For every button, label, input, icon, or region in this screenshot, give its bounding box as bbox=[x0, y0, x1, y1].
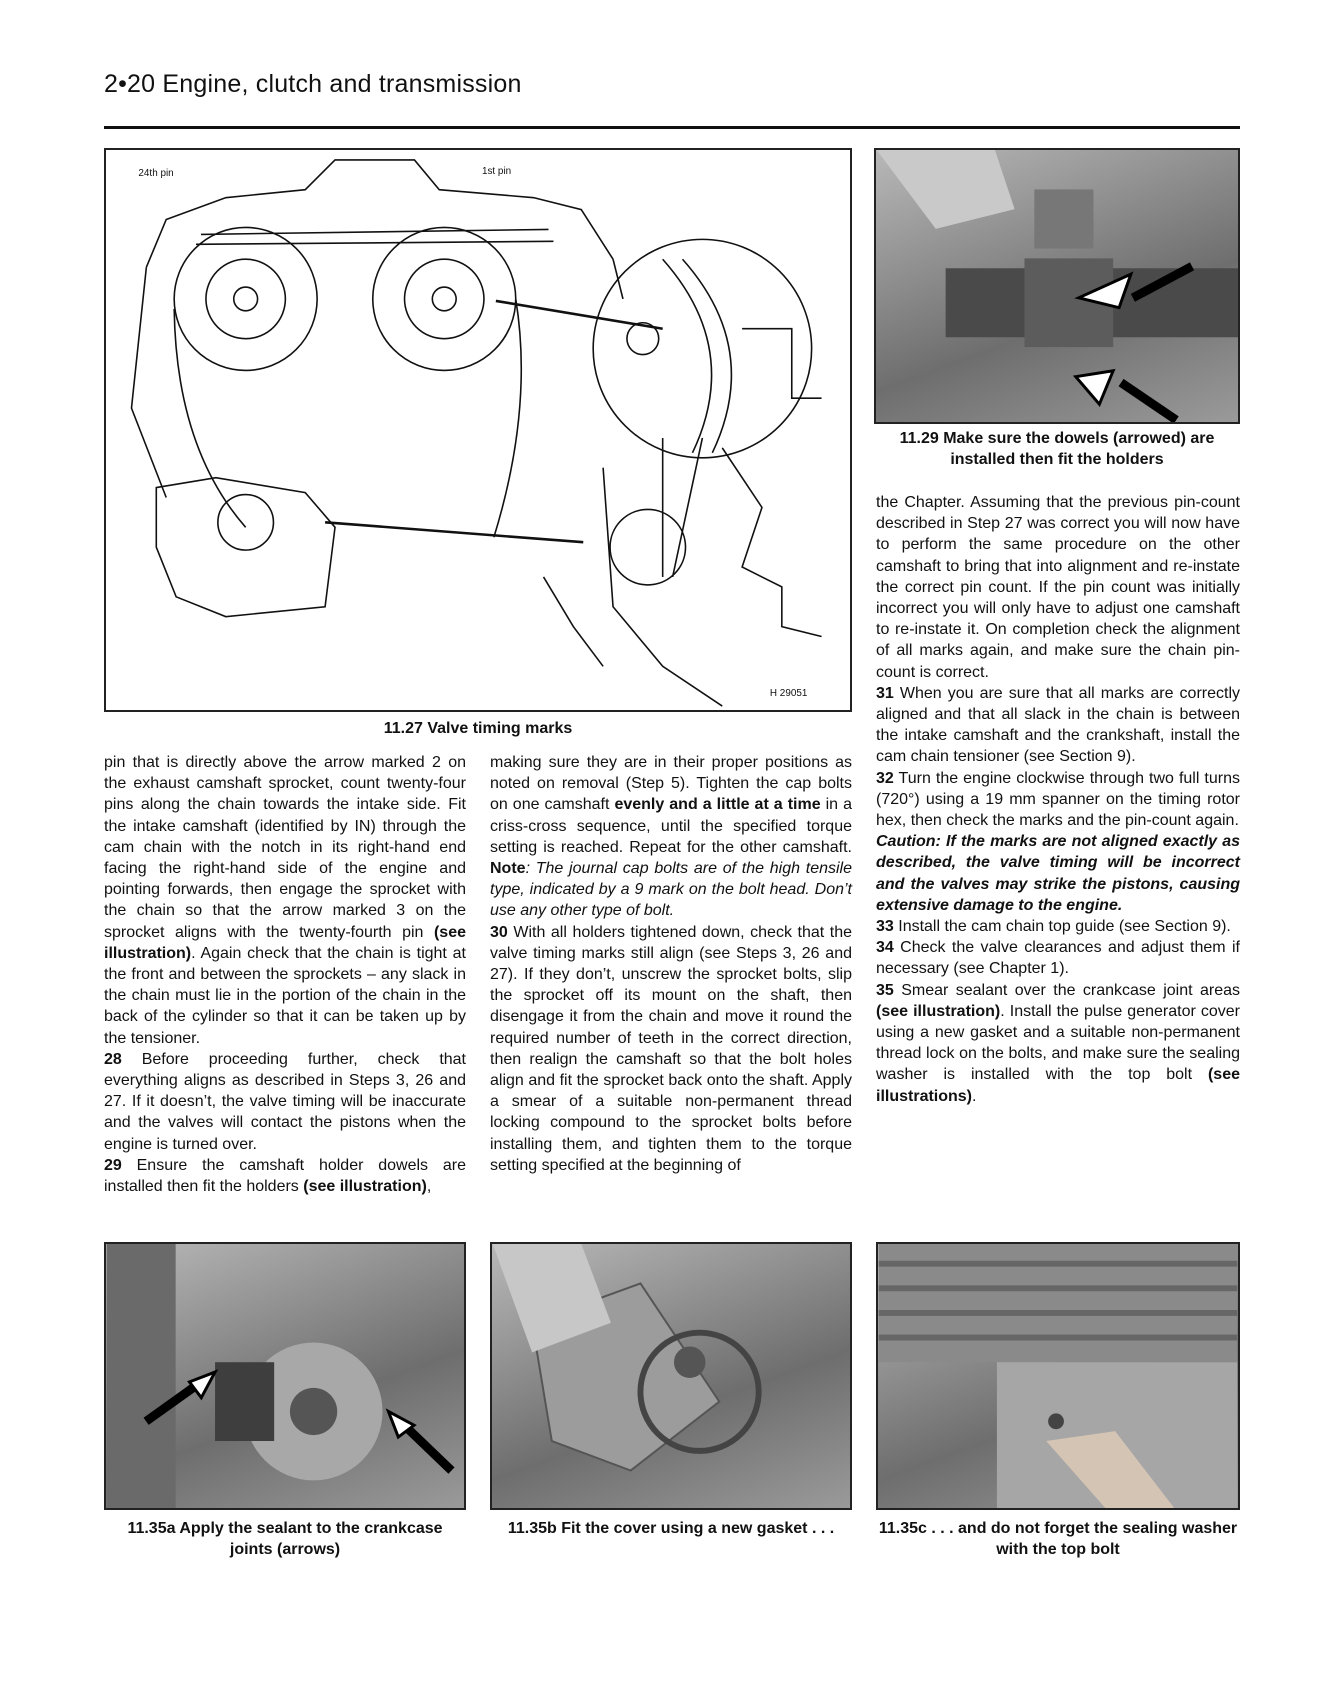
figure-sealant-photo bbox=[104, 1242, 466, 1510]
figure-ref-number: H 29051 bbox=[769, 688, 808, 700]
caption-11-35b: 11.35b Fit the cover using a new gasket . . . bbox=[507, 1520, 835, 1537]
valve-timing-drawing bbox=[106, 150, 850, 710]
text-column-1: pin that is directly above the arrow marked 2 on the exhaust camshaft sprocket, count twenty-four pins along the chain towards the intake side. Fit the intake camshaft (identified by IN) through the cam chain with the notch in its right-hand end facing the right-hand side of the engine and pointing forwards, then engage the sprocket with the chain so that the arrow marked 3 on the sprocket aligns with the twenty-fourth pin (see illustration). Again check that the chain is tight at the front and between the sprockets – any slack in the chain must lie in the portion of the chain in the back of the cylinder so that it can be taken up by the tensioner. 28 Before proceeding further, check that everything aligns as described in Steps 3, 26 and 27. If it doesn’t, the valve timing will be inaccurate and the valves will contact the pistons when the engine is turned over. 29 Ensure the camshaft holder dowels are installed then fit the holders (see illustration), bbox=[104, 754, 466, 1196]
cover-photo-drawing bbox=[492, 1244, 850, 1508]
text-column-2: making sure they are in their proper positions as noted on removal (Step 5). Tighten the cap bolts on one camshaft evenly and a little at a time in a criss-cross sequence, until the specified torque setting is reached. Repeat for the other camshaft. Note: The journal cap bolts are of the high tensile type, indicated by a 9 mark on the bolt head. Don’t use any other type of bolt. 30 With all holders tightened down, check that the valve timing marks still align (see Steps 3, 26 and 27). If they don’t, unscrew the sprocket bolts, slip the sprocket off its mount on the shaft, then disengage it from the chain and move it round the required number of teeth in the correct direction, then realign the camshaft so that the bolt holes align and fit the sprocket back onto the shaft. Apply a smear of a suitable non-permanent thread locking compound to the sprocket bolts before installing them, and tighten them to the torque setting specified at the beginning of bbox=[490, 754, 852, 1174]
washer-photo-drawing bbox=[878, 1244, 1238, 1508]
dowels-photo-drawing bbox=[876, 150, 1238, 422]
figure-cover-gasket-photo bbox=[490, 1242, 852, 1510]
sealant-photo-drawing bbox=[106, 1244, 464, 1508]
caption-11-27: 11.27 Valve timing marks bbox=[383, 720, 573, 737]
page-header: 2•20 Engine, clutch and transmission bbox=[104, 70, 522, 98]
caption-11-35c: 11.35c . . . and do not forget the sealing washer with the top bolt bbox=[878, 1520, 1238, 1558]
arrow-icon bbox=[1076, 371, 1113, 405]
text-column-3: the Chapter. Assuming that the previous pin-count described in Step 27 was correct you will now have to perform the same procedure on the other camshaft to bring that into alignment and re-instate the correct pin count. If the pin count was initially incorrect you will only have to adjust one camshaft to re-instate it. On completion check the alignment of all marks again, and make sure the chain pin-count is correct. 31 When you are sure that all marks are correctly aligned and that all slack in the chain is between the intake camshaft and the crankshaft, install the cam chain tensioner (see Section 9). 32 Turn the engine clockwise through two full turns (720°) using a 19 mm spanner on the timing rotor hex, then check the marks and the pin-count again. Caution: If the marks are not aligned exactly as described, the valve timing will be incorrect and the valves may strike the pistons, causing extensive damage to the engine. 33 Install the cam chain top guide (see Section 9). 34 Check the valve clearances and adjust them if necessary (see Chapter 1). 35 Smear sealant over the crankcase joint areas (see illustration). Install the pulse generator cover using a new gasket and a suitable non-permanent thread lock on the bolts, and make sure the sealing washer is installed with the top bolt (see illustrations). bbox=[876, 494, 1240, 1105]
caption-11-29: 11.29 Make sure the dowels (arrowed) are installed then fit the holders bbox=[899, 430, 1215, 468]
caution-note: Caution: If the marks are not aligned exactly as described, the valve timing will be incorrect and the valves may strike the pistons, causing extensive damage to the engine. bbox=[876, 833, 1240, 914]
caption-11-35a: 11.35a Apply the sealant to the crankcase joints (arrows) bbox=[127, 1520, 443, 1558]
figure-valve-timing-diagram bbox=[104, 148, 852, 712]
figure-sealing-washer-photo bbox=[876, 1242, 1240, 1510]
label-1st-pin: 1st pin bbox=[481, 165, 512, 177]
arrow-icon bbox=[189, 1372, 215, 1398]
label-24th-pin: 24th pin bbox=[138, 167, 174, 179]
figure-camshaft-dowels-photo bbox=[874, 148, 1240, 424]
header-rule bbox=[104, 126, 1240, 129]
